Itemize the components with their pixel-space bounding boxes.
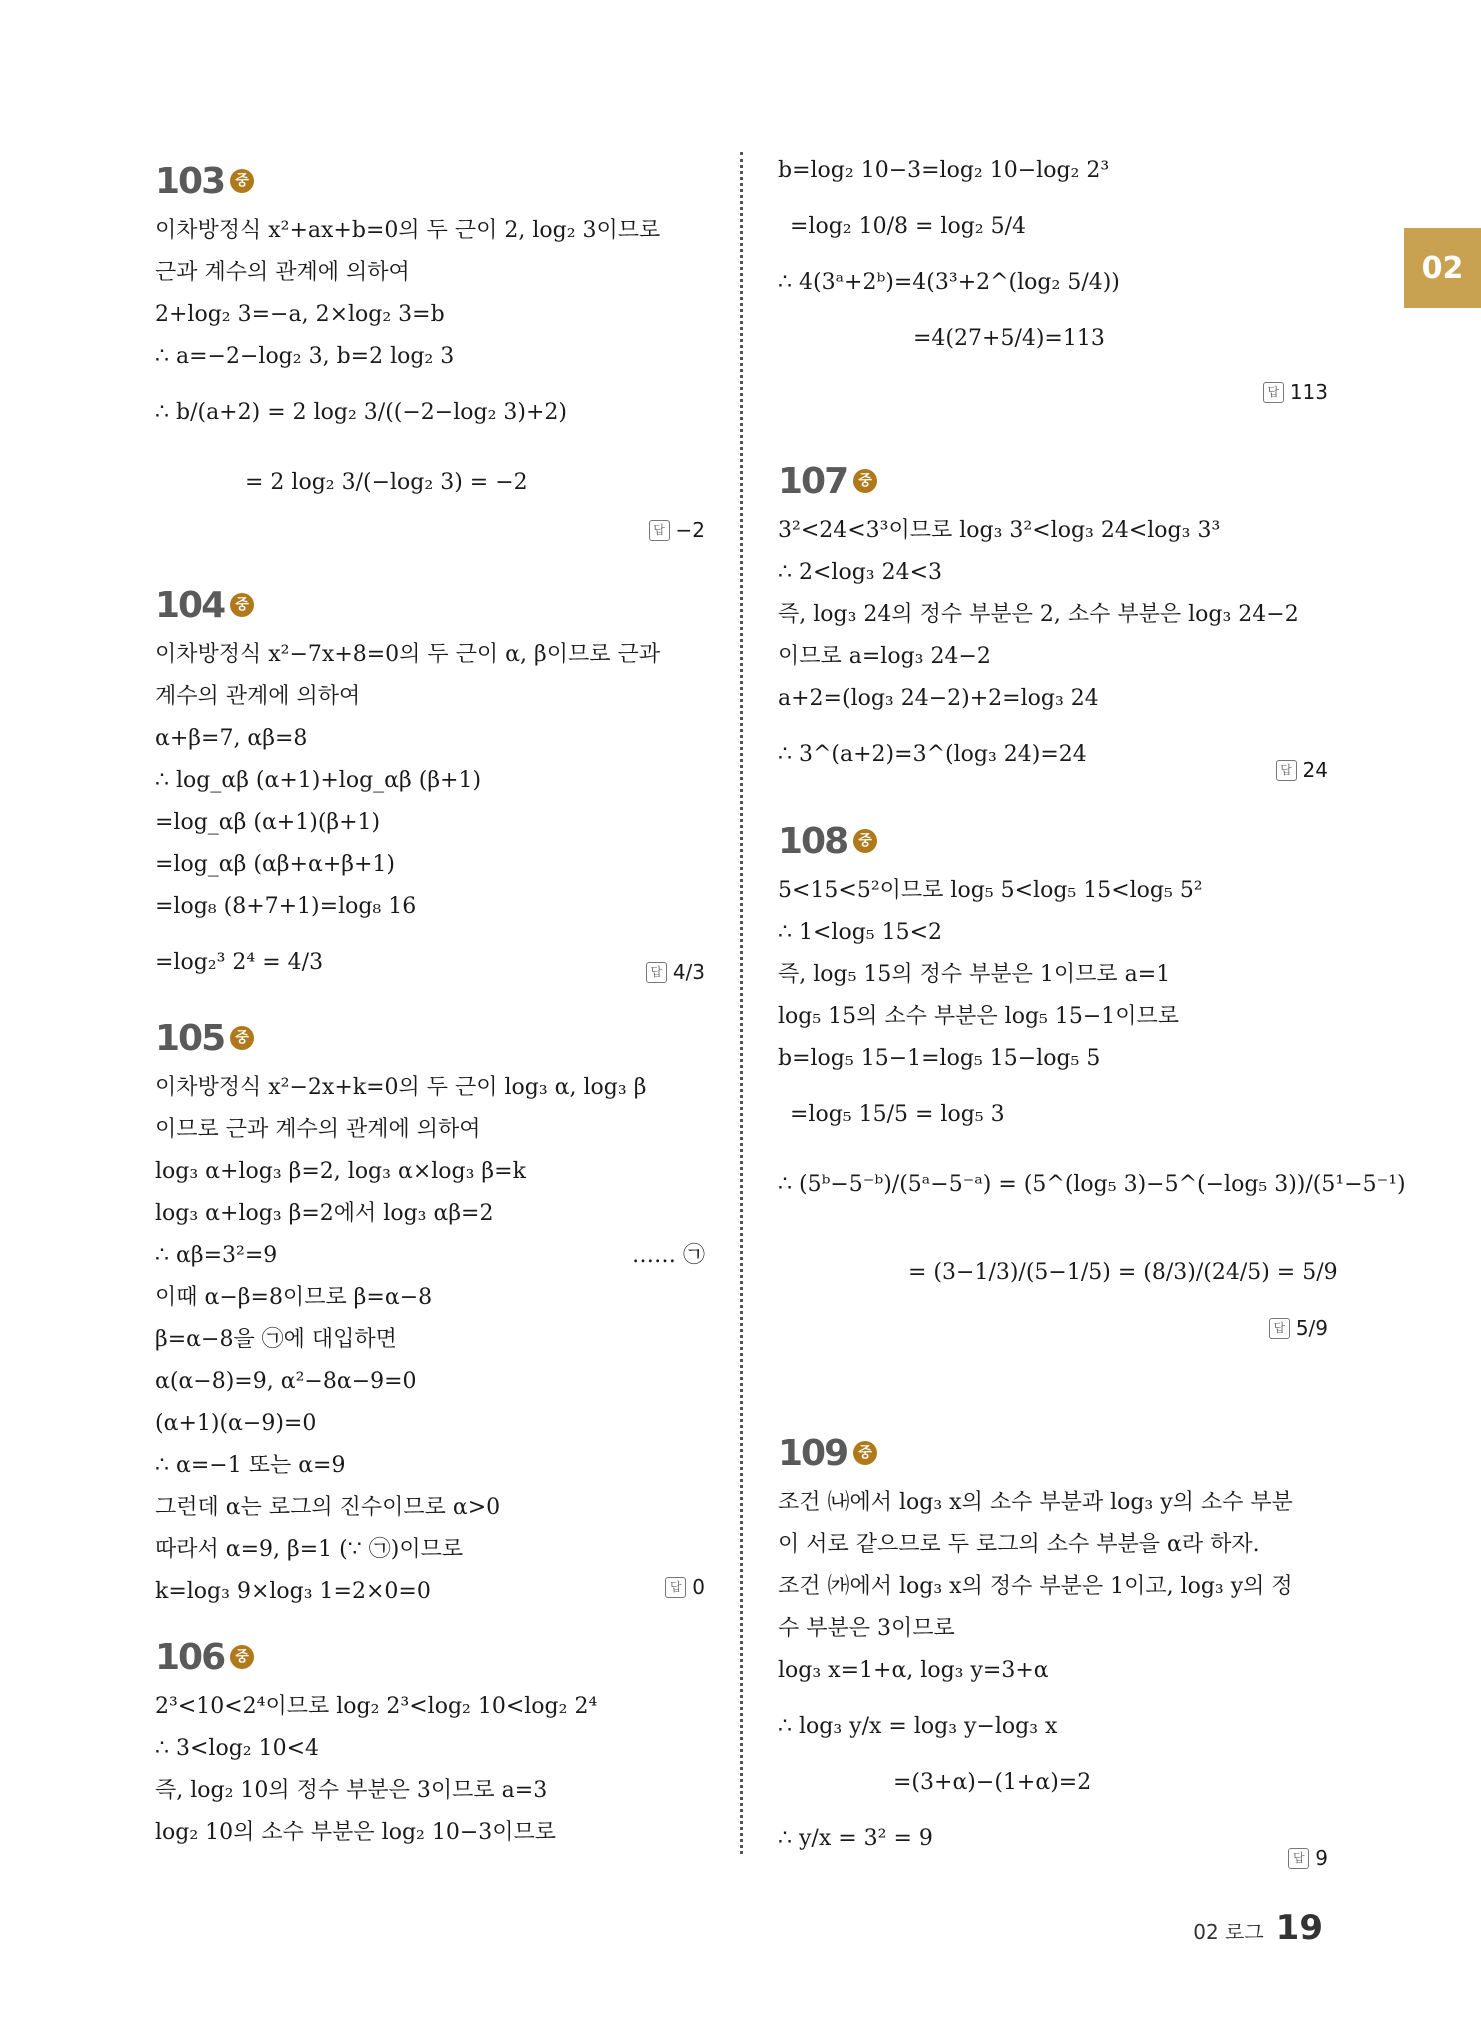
solution-line: =log₂ 10/8 = log₂ 5/4: [790, 214, 1027, 239]
difficulty-icon: 중: [853, 469, 877, 493]
answer-icon: 답: [646, 962, 667, 983]
solution-line: 조건 ㈎에서 log₃ x의 정수 부분은 1이고, log₃ y의 정: [778, 1574, 1293, 1599]
solution-line: ∴ y/x = 3² = 9: [778, 1826, 933, 1851]
chapter-side-tab: 02: [1404, 228, 1481, 308]
problem-number: 109: [778, 1432, 848, 1474]
answer-value: 4/3: [672, 960, 705, 984]
solution-line: α(α−8)=9, α²−8α−9=0: [155, 1369, 417, 1394]
solution-line: 조건 ㈏에서 log₃ x의 소수 부분과 log₃ y의 소수 부분: [778, 1490, 1293, 1515]
solution-line: 이 서로 같으므로 두 로그의 소수 부분을 α라 하자.: [778, 1532, 1260, 1557]
solution-line: 이므로 근과 계수의 관계에 의하여: [155, 1117, 481, 1142]
solution-line: ∴ 4(3ᵃ+2ᵇ)=4(3³+2^(log₂ 5/4)): [778, 270, 1120, 295]
problem-109: [778, 1430, 1328, 1874]
solution-line: =(3+α)−(1+α)=2: [893, 1770, 1092, 1795]
solution-line: 3²<24<3³이므로 log₃ 3²<log₃ 24<log₃ 3³: [778, 518, 1221, 543]
solution-line: = (3−1/3)/(5−1/5) = (8/3)/(24/5) = 5/9: [908, 1260, 1338, 1285]
answer: [1269, 1316, 1328, 1340]
solution-line: ∴ b/(a+2) = 2 log₂ 3/((−2−log₂ 3)+2): [155, 400, 567, 425]
solution-line: log₅ 15의 소수 부분은 log₅ 15−1이므로: [778, 1004, 1180, 1029]
solution-line: ∴ 1<log₅ 15<2: [778, 920, 943, 945]
difficulty-icon: 중: [853, 1441, 877, 1465]
solution-line: ∴ α=−1 또는 α=9: [155, 1453, 346, 1478]
solution-line: =log_αβ (α+1)(β+1): [155, 810, 381, 835]
answer: [1276, 758, 1328, 782]
answer-icon: 답: [665, 1577, 686, 1598]
solution-line: 계수의 관계에 의하여: [155, 684, 361, 709]
difficulty-icon: 중: [230, 1645, 254, 1669]
solution-line: =log₈ (8+7+1)=log₈ 16: [155, 894, 417, 919]
answer-icon: 답: [1276, 760, 1297, 781]
equation-mark: …… ㉠: [632, 1243, 705, 1268]
solution-line: (α+1)(α−9)=0: [155, 1411, 317, 1436]
solution-line: ∴ 2<log₃ 24<3: [778, 560, 943, 585]
solution-line: ∴ log₃ y/x = log₃ y−log₃ x: [778, 1714, 1058, 1739]
solution-line: 이차방정식 x²−2x+k=0의 두 근이 log₃ α, log₃ β: [155, 1075, 647, 1100]
answer-icon: 답: [1269, 1318, 1290, 1339]
solution-line: [155, 1235, 705, 1277]
chapter-title: 02 로그: [1193, 1920, 1264, 1944]
solution-line: 이차방정식 x²−7x+8=0의 두 근이 α, β이므로 근과: [155, 642, 660, 667]
solution-line: ∴ log_αβ (α+1)+log_αβ (β+1): [155, 768, 482, 793]
solution-line: ∴ a=−2−log₂ 3, b=2 log₂ 3: [155, 344, 455, 369]
column-divider: [740, 152, 743, 1854]
solution-line: 따라서 α=9, β=1 (∵ ㉠)이므로: [155, 1537, 464, 1562]
answer: [1263, 380, 1328, 404]
difficulty-icon: 중: [230, 593, 254, 617]
answer-icon: 답: [649, 520, 670, 541]
solution-line: β=α−8을 ㉠에 대입하면: [155, 1327, 397, 1352]
solution-line: log₃ α+log₃ β=2, log₃ α×log₃ β=k: [155, 1159, 526, 1184]
problem-106-continued: [778, 150, 1328, 404]
problem-105: [155, 1015, 705, 1613]
solution-line: 5<15<5²이므로 log₅ 5<log₅ 15<log₅ 5²: [778, 878, 1203, 903]
solution-line: =log_αβ (αβ+α+β+1): [155, 852, 395, 877]
page-number: 19: [1275, 1908, 1323, 1948]
solution-line: =log₅ 15/5 = log₅ 3: [790, 1102, 1005, 1127]
answer-value: 24: [1302, 758, 1328, 782]
answer: [665, 1575, 705, 1599]
problem-number: 108: [778, 820, 848, 862]
answer-value: 0: [692, 1575, 705, 1599]
solution-line: k=log₃ 9×log₃ 1=2×0=0: [155, 1579, 431, 1604]
solution-line: 즉, log₅ 15의 정수 부분은 1이므로 a=1: [778, 962, 1171, 987]
solution-line: 즉, log₃ 24의 정수 부분은 2, 소수 부분은 log₃ 24−2: [778, 602, 1299, 627]
difficulty-icon: 중: [230, 169, 254, 193]
solution-line: ∴ 3^(a+2)=3^(log₃ 24)=24: [778, 742, 1087, 767]
problem-number: 104: [155, 584, 225, 626]
page-footer: [1193, 1908, 1323, 1948]
solution-line: 즉, log₂ 10의 정수 부분은 3이므로 a=3: [155, 1778, 548, 1803]
problem-106: [155, 1634, 705, 1854]
solution-line: 이때 α−β=8이므로 β=α−8: [155, 1285, 433, 1310]
solution-line: 그런데 α는 로그의 진수이므로 α>0: [155, 1495, 501, 1520]
answer-value: 9: [1315, 1846, 1328, 1870]
solution-line: a+2=(log₃ 24−2)+2=log₃ 24: [778, 686, 1099, 711]
solution-text: ∴ αβ=3²=9: [155, 1243, 278, 1268]
solution-line: 2³<10<2⁴이므로 log₂ 2³<log₂ 10<log₂ 2⁴: [155, 1694, 598, 1719]
solution-line: α+β=7, αβ=8: [155, 726, 308, 751]
solution-line: =4(27+5/4)=113: [913, 326, 1105, 351]
problem-108: [778, 818, 1406, 1340]
solution-line: log₃ α+log₃ β=2에서 log₃ αβ=2: [155, 1201, 494, 1226]
answer: [649, 518, 705, 542]
answer-icon: 답: [1288, 1848, 1309, 1869]
solution-line: = 2 log₂ 3/(−log₂ 3) = −2: [245, 470, 528, 495]
solution-line: log₂ 10의 소수 부분은 log₂ 10−3이므로: [155, 1820, 557, 1845]
solution-line: 이차방정식 x²+ax+b=0의 두 근이 2, log₂ 3이므로: [155, 218, 661, 243]
answer-value: 113: [1289, 380, 1328, 404]
solution-line: ∴ (5ᵇ−5⁻ᵇ)/(5ᵃ−5⁻ᵃ) = (5^(log₅ 3)−5^(−log₅ 3))/(5¹−5⁻¹): [778, 1172, 1406, 1197]
problem-number: 106: [155, 1636, 225, 1678]
solution-line: 수 부분은 3이므로: [778, 1616, 955, 1641]
difficulty-icon: 중: [853, 829, 877, 853]
problem-104: [155, 582, 705, 998]
answer: [646, 960, 705, 984]
solution-line: 근과 계수의 관계에 의하여: [155, 260, 410, 285]
solution-line: b=log₅ 15−1=log₅ 15−log₅ 5: [778, 1046, 1101, 1071]
answer: [1288, 1846, 1328, 1870]
solution-line: 이므로 a=log₃ 24−2: [778, 644, 991, 669]
answer-value: 5/9: [1295, 1316, 1328, 1340]
answer-value: −2: [675, 518, 705, 542]
problem-number: 105: [155, 1017, 225, 1059]
problem-number: 103: [155, 160, 225, 202]
solution-line: 2+log₂ 3=−a, 2×log₂ 3=b: [155, 302, 445, 327]
solution-line: =log₂³ 2⁴ = 4/3: [155, 950, 324, 975]
problem-103: [155, 158, 705, 542]
solution-line: log₃ x=1+α, log₃ y=3+α: [778, 1658, 1049, 1683]
problem-107: [778, 458, 1328, 790]
solution-line: b=log₂ 10−3=log₂ 10−log₂ 2³: [778, 158, 1110, 183]
solution-line: ∴ 3<log₂ 10<4: [155, 1736, 320, 1761]
difficulty-icon: 중: [230, 1026, 254, 1050]
problem-number: 107: [778, 460, 848, 502]
answer-icon: 답: [1263, 382, 1284, 403]
